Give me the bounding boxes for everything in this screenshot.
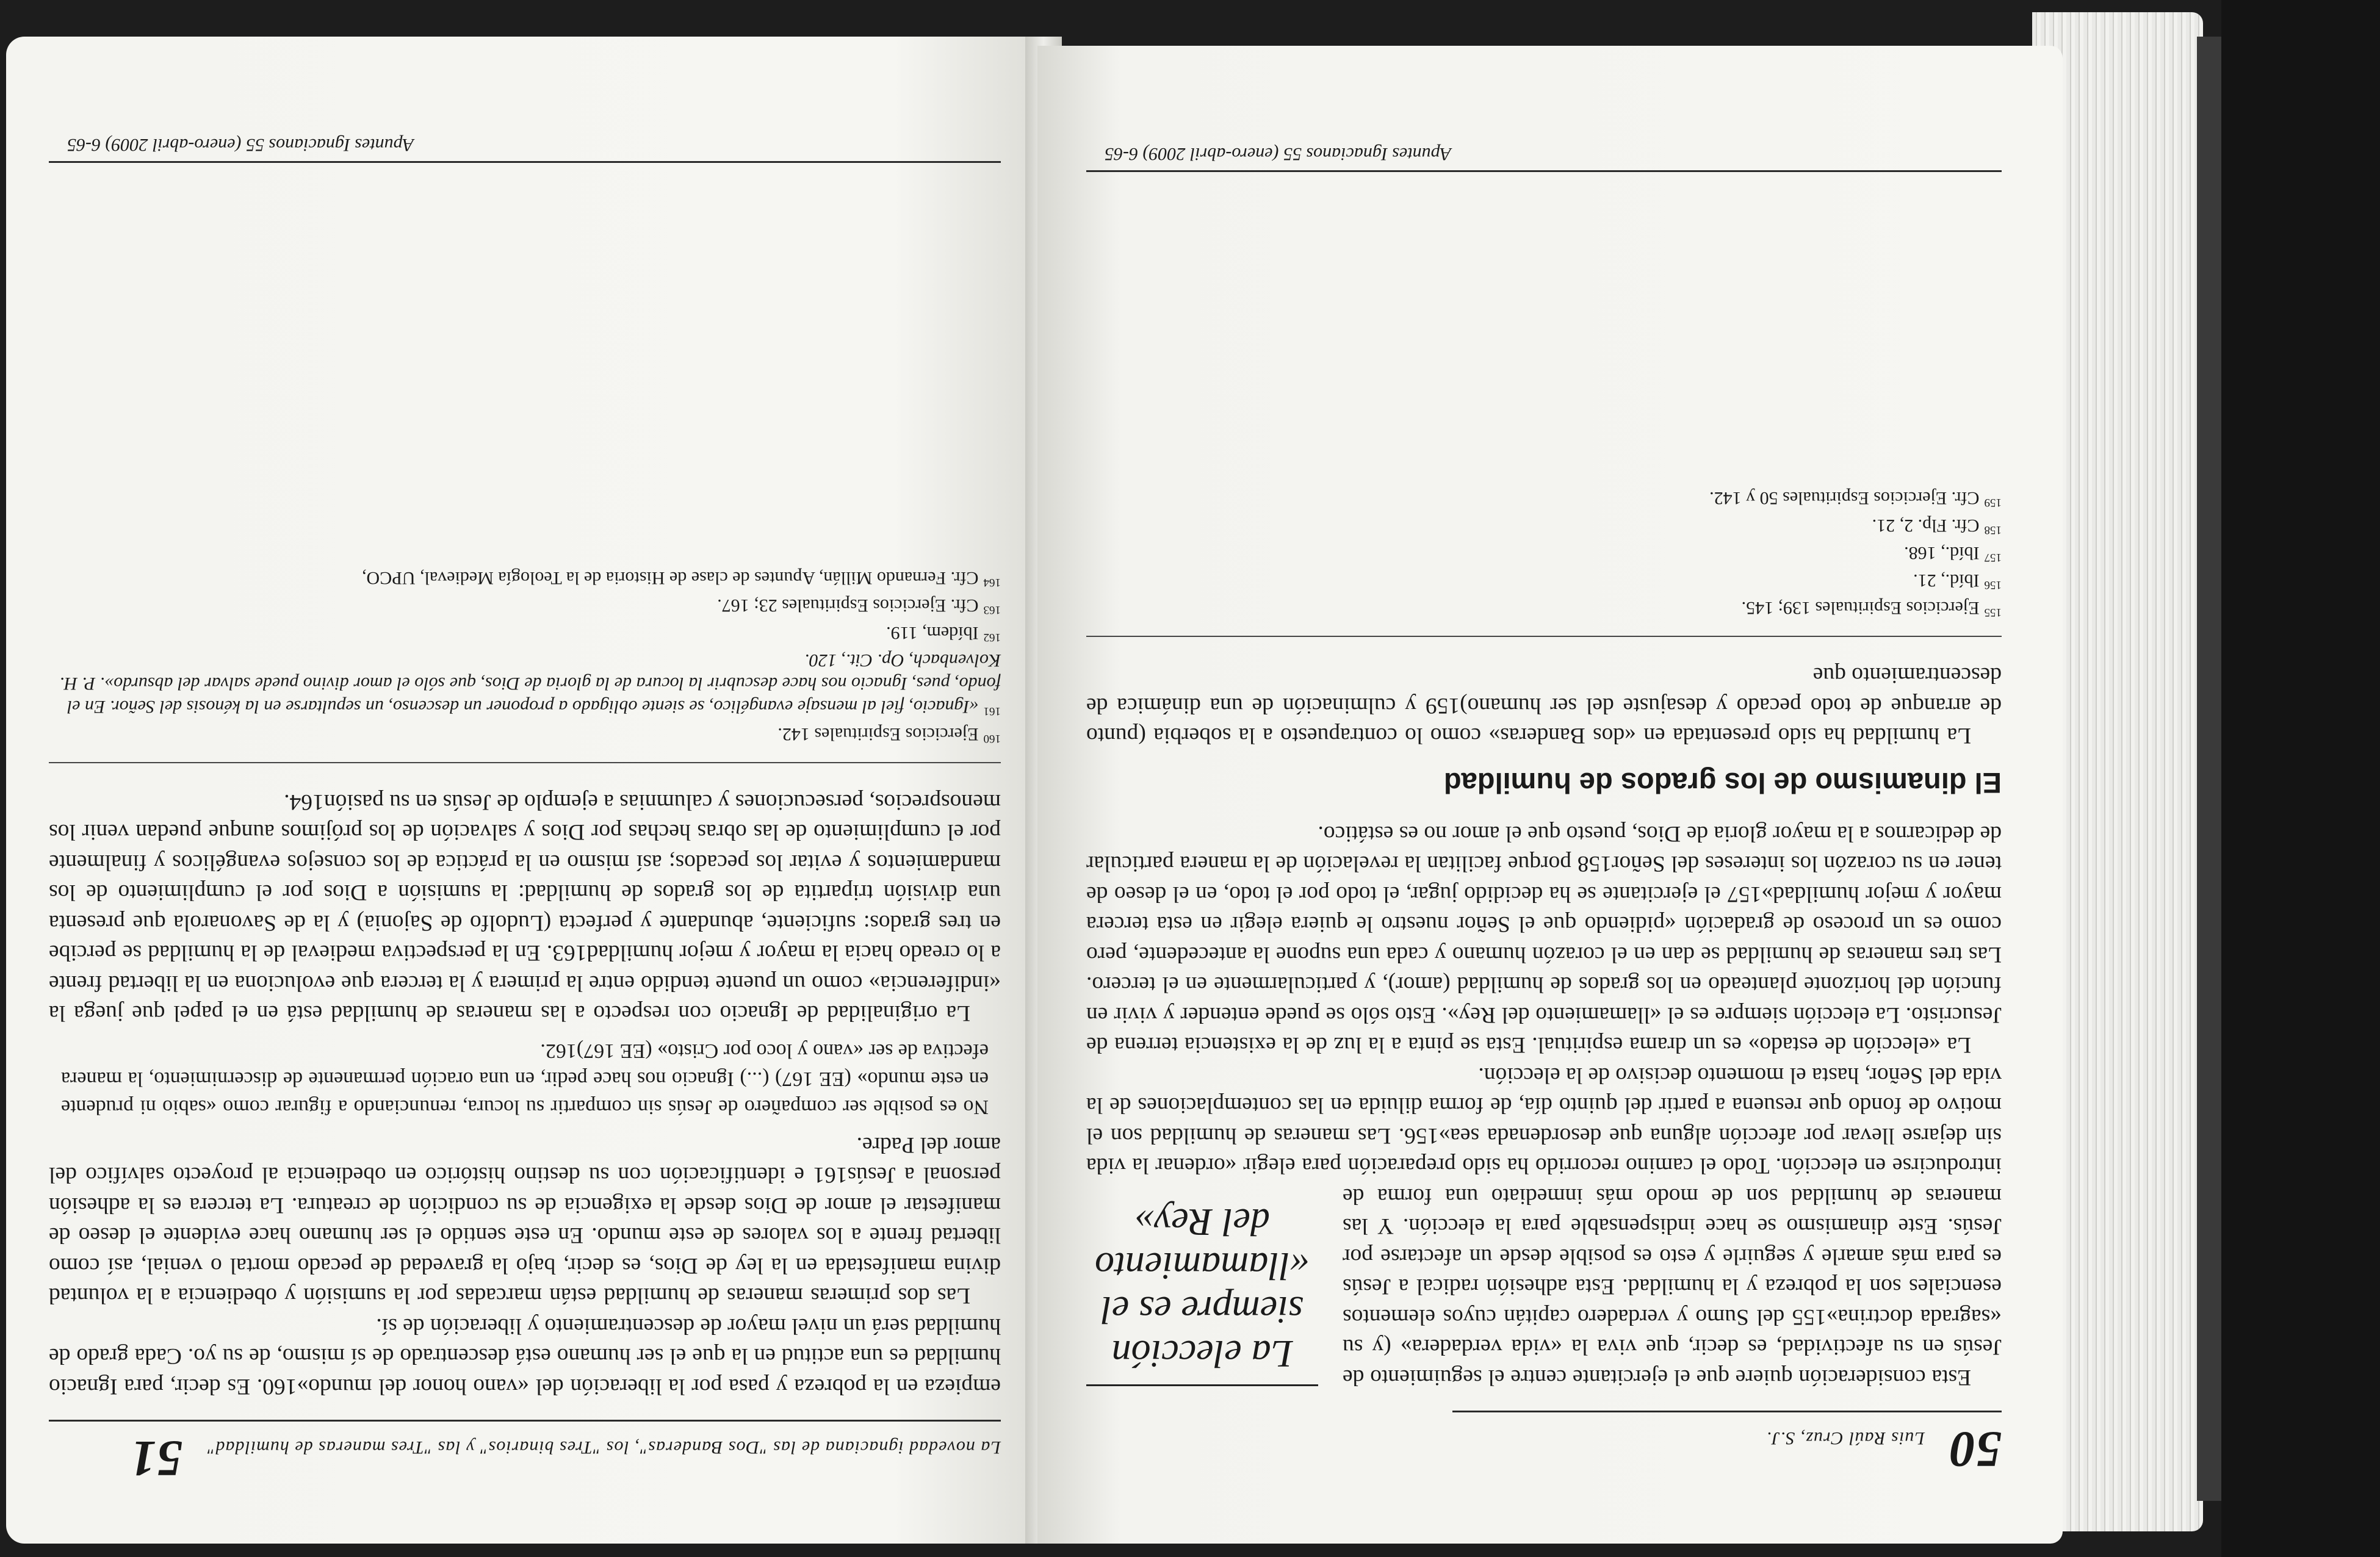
footnote: $^{159}$Cfr. Ejercicios Espirituales 50 y 142. [1709,488,2002,509]
footnote: $^{158}$Cfr. Flp. 2, 21. [1872,516,2002,536]
right-page-number: 50 [1949,1421,2002,1478]
left-page-number: 51 [129,1430,182,1487]
right-running-head [1086,1421,2002,1478]
footnote: $^{163}$Cfr. Ejercicios Espirituales 23; 167. [717,595,1001,617]
left-head-rule [49,1420,1001,1422]
section-title: El dinamismo de los grados de humildad [1443,767,2002,800]
footnote: $^{164}$Cfr. Fernando Millán, Apuntes de clase de Historia de la Teología Medieval, UPCO, [362,568,1001,589]
right-footer-rule [1086,170,2002,172]
left-running-head-text: La novedad ignaciana de las "Dos Banderas", los "Tres binarios" y las "Tres maneras de humildad" [206,1437,1001,1458]
left-paragraph: Las dos primeras maneras de humildad están marcadas por la sumisión y obediencia a la voluntad divina manifestada en la ley de Dios, es decir, bajo la gravedad de pecado mortal o venial, así como libertad frente a los valores de este mundo. En este sentido el ser humano hace evidente el deseo de manifestar el amor de Dios desde la exigencia de su condición de creatura. La tercera es la adhesión personal a Jesús161 e identificación con su destino histórico en obediencia al proyecto salvífico del amor del Padre. [49,1132,1001,1309]
right-head-rule [1452,1411,2002,1412]
right-footnotes [1086,486,2002,637]
left-footer-text: Apuntes Ignacianos 55 (enero-abril 2009) 6-65 [67,135,414,155]
left-body-text [49,787,1001,1402]
right-body-text [1086,660,2002,1392]
footnote: $^{157}$Ibíd., 168. [1904,543,2002,564]
footnote: $^{155}$Ejercicios Espirituales 139; 145. [1741,598,2002,619]
right-paragraph: La humildad ha sido presentada en «dos Banderas» como lo contrapuesto a la soberbia (punto de arranque de todo pecado y desajuste del ser humano)159 y culminación de una dinámica de descentramiento que [1086,663,2002,749]
left-paragraph: No es posible ser compañero de Jesús sin compartir su locura, renunciando a figurar como «sabio ni prudente en este mundo» (EE 167) (...) Ignacio nos hace pedir, en una oración permanente de discernimiento, la manera efectiva de ser «vano y loco por Cristo» (EE 167)162. [61,1040,989,1119]
stack-shadow [2197,37,2221,1501]
left-running-head [49,1430,1001,1487]
left-footer-rule [49,161,1001,163]
footnote: $^{161}$«Ignacio, fiel al mensaje evangélico, se siente obligado a proponer un descenso, un sepultarse en la kénosis del Señor. En el fondo, pues, Ignacio nos hace descubrir la locura de la gloria de Dios, que sólo el amor divino puede salvar del absurdo». P. H. Kolvenbach, Op. Cit., 120. [59,650,1001,718]
left-footer [49,134,1001,163]
right-page-content [1086,137,2002,1498]
left-page-content [49,128,1001,1507]
footnote: $^{160}$Ejercicios Espirituales 142. [777,724,1001,746]
right-paragraph: La «elección de estado» es un drama espiritual. Esta se pinta a la luz de la existencia terrena de Jesucristo. La elección siempre es el «llamamiento del Rey». Esto sólo se puede entender y vivir en función del horizonte planteado en los grados de humildad (amor), y particularmente en el tercero. Las tres maneras de humildad se dan en el corazón humano y cada una supone la antecedente, pero como es un proceso de gradación «pidiendo que el Señor nuestro le quiera elegir en esta tercera mayor y mejor humildad»157 el ejercitante se ha decidido jugar, el todo por el todo, en el deseo de tener en su corazón los intereses del Señor158 porque facilitan la revelación de la manera particular de dedicarnos a la mayor gloria de Dios, puesto que el amor no es estático. [1086,821,2002,1058]
right-running-head-text: Luis Raúl Cruz, S.J. [1765,1428,1925,1448]
footnote: $^{156}$Ibíd., 21. [1913,570,2002,591]
scanner-background [2221,0,2380,1557]
left-paragraph: La originalidad de Ignacio con respecto a las maneras de humildad está en el papel que juega la «indiferencia» como un puente tendido entre la primera y la tercera que evoluciona en la libertad frente a lo creado hacia la mayor y mejor humildad163. En la perspectiva medieval de la humildad se percibe en tres grados: suficiente, abundante y perfecta (Ludolfo de Sajonia) y la de Savonarola que presenta una división tripartita de los grados de humildad: la sumisión a Dios por el cumplimiento de los mandamientos y evitar los pecados; así mismo en la práctica de los consejos evangélicos y finalmente por el cumplimiento de las obras hechas por Dios y salvación de los prójimos aunque puedan venir los menosprecios, persecuciones y calumnias a ejemplo de Jesús en su pasión164. [49,789,1001,1026]
right-footer [1086,143,2002,172]
right-paragraph: Esta consideración quiere que el ejercitante centre el seguimiento de Jesús en su afectividad, es decir, que viva la «vida verdadera» (y su «sagrada doctrina»155 del Sumo y verdadero capitán cuyos elementos esenciales son la pobreza y la humildad. Esta adhesión radical a Jesús es para más amarle y seguirle y esto es posible desde un afectarse por Jesús. Este dinamismo se hace indispensable para la elección. Y las maneras de humildad son de modo más inmediato una forma de introducirse en elección. Todo el camino recorrido ha sido preparación para elegir «ordenar la vida sin dejarse llevar por afección alguna que desordenada sea»156. Las maneras de humildad son el motivo de fondo que resuena a partir del quinto día, de forma diluida en las contemplaciones de la vida del Señor, hasta el momento decisivo de la elección. [1086,1063,2002,1390]
left-page [6,37,1050,1544]
right-page [1037,46,2063,1544]
left-paragraph: empieza en la pobreza y pasa por la liberación del «vano honor del mundo»160. Es decir, para Ignacio humildad es una actitud en la que el ser humano está descentrado de sí mismo, de su yo. Cada grado de humildad será un nivel mayor de descentramiento y liberación de sí. [49,1314,1001,1399]
pull-quote: La elección siempre es el «llamamiento del Rey» [1086,1200,1318,1386]
left-footnotes [49,567,1001,764]
footnote: $^{162}$Ibídem, 119. [886,623,1001,644]
right-footer-text: Apuntes Ignacianos 55 (enero-abril 2009) 6-65 [1105,144,1451,164]
